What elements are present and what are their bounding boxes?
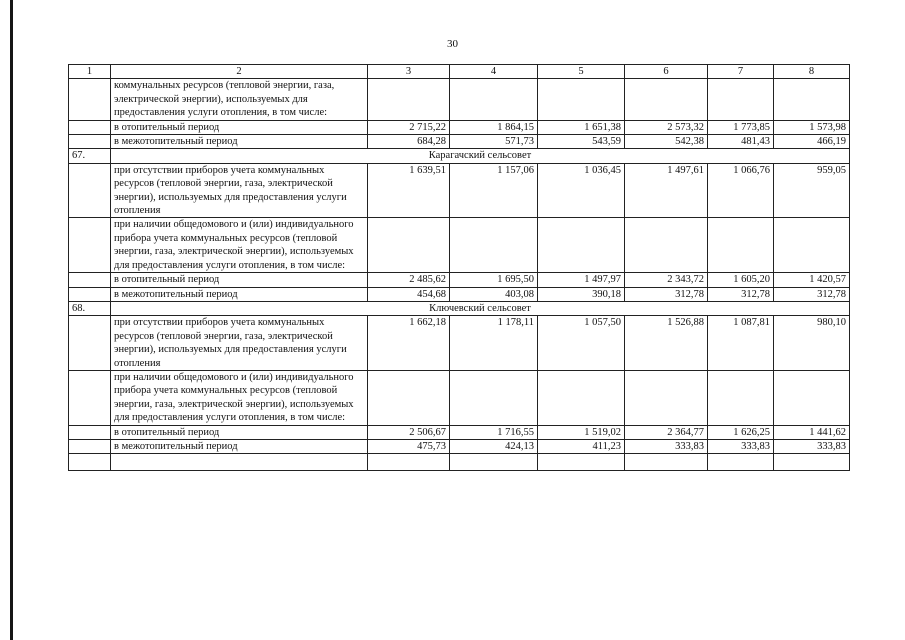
value-cell: 1 441,62 <box>774 425 850 439</box>
value-cell <box>774 370 850 425</box>
index-cell <box>69 218 111 273</box>
value-cell: 2 364,77 <box>625 425 708 439</box>
value-cell: 571,73 <box>450 135 538 149</box>
description-cell: в отопительный период <box>111 273 368 287</box>
value-cell <box>774 79 850 120</box>
value-cell: 543,59 <box>538 135 625 149</box>
table-row <box>69 439 850 453</box>
value-cell: 454,68 <box>368 287 450 301</box>
header-cell: 5 <box>538 65 625 79</box>
value-cell: 1 573,98 <box>774 120 850 134</box>
value-cell: 333,83 <box>708 439 774 453</box>
index-cell <box>69 425 111 439</box>
value-cell: 1 695,50 <box>450 273 538 287</box>
value-cell <box>625 370 708 425</box>
value-cell: 333,83 <box>625 439 708 453</box>
value-cell <box>774 218 850 273</box>
value-cell: 1 066,76 <box>708 163 774 218</box>
value-cell <box>368 218 450 273</box>
value-cell <box>538 218 625 273</box>
value-cell <box>368 370 450 425</box>
value-cell: 980,10 <box>774 316 850 371</box>
index-cell <box>69 316 111 371</box>
value-cell: 1 626,25 <box>708 425 774 439</box>
value-cell: 312,78 <box>774 287 850 301</box>
index-cell <box>69 439 111 453</box>
group-name: Карагачский сельсовет <box>111 149 850 163</box>
group-header-row <box>69 149 850 163</box>
value-cell: 424,13 <box>450 439 538 453</box>
table-row <box>69 218 850 273</box>
value-cell: 466,19 <box>774 135 850 149</box>
value-cell: 1 864,15 <box>450 120 538 134</box>
value-cell <box>625 79 708 120</box>
value-cell <box>368 454 450 471</box>
value-cell: 1 420,57 <box>774 273 850 287</box>
value-cell <box>450 218 538 273</box>
value-cell <box>450 79 538 120</box>
value-cell: 2 715,22 <box>368 120 450 134</box>
scan-edge-bar <box>10 0 13 640</box>
value-cell: 1 087,81 <box>708 316 774 371</box>
value-cell: 312,78 <box>625 287 708 301</box>
value-cell <box>708 79 774 120</box>
table-row <box>69 79 850 120</box>
header-cell: 7 <box>708 65 774 79</box>
header-cell: 2 <box>111 65 368 79</box>
value-cell <box>368 79 450 120</box>
index-cell <box>69 163 111 218</box>
description-cell: при наличии общедомового и (или) индивидуального прибора учета коммунальных ресурсов (тепловой энергии, газа, электрической энергии), используемых для предоставления услуги отопления, в том числе: <box>111 370 368 425</box>
value-cell: 403,08 <box>450 287 538 301</box>
value-cell <box>774 454 850 471</box>
value-cell <box>625 218 708 273</box>
index-cell <box>69 120 111 134</box>
group-index: 67. <box>69 149 111 163</box>
header-cell: 8 <box>774 65 850 79</box>
value-cell <box>708 218 774 273</box>
value-cell: 1 497,97 <box>538 273 625 287</box>
index-cell <box>69 135 111 149</box>
header-row <box>69 65 850 79</box>
value-cell <box>538 79 625 120</box>
description-cell: коммунальных ресурсов (тепловой энергии, газа, электрической энергии), используемых для предоставления услуги отопления, в том числе: <box>111 79 368 120</box>
table-row <box>69 163 850 218</box>
value-cell: 481,43 <box>708 135 774 149</box>
value-cell: 333,83 <box>774 439 850 453</box>
header-cell: 6 <box>625 65 708 79</box>
table-row <box>69 120 850 134</box>
value-cell <box>625 454 708 471</box>
value-cell: 312,78 <box>708 287 774 301</box>
index-cell <box>69 287 111 301</box>
table-row <box>69 425 850 439</box>
index-cell <box>69 79 111 120</box>
group-header-row <box>69 301 850 315</box>
value-cell: 475,73 <box>368 439 450 453</box>
table-row <box>69 370 850 425</box>
value-cell: 1 651,38 <box>538 120 625 134</box>
value-cell <box>538 370 625 425</box>
value-cell: 2 573,32 <box>625 120 708 134</box>
description-cell: в межотопительный период <box>111 135 368 149</box>
description-cell: при отсутствии приборов учета коммунальных ресурсов (тепловой энергии, газа, электрической энергии), используемых для предоставления услуги отопления <box>111 163 368 218</box>
description-cell: при наличии общедомового и (или) индивидуального прибора учета коммунальных ресурсов (тепловой энергии, газа, электрической энергии), используемых для предоставления услуги отопления, в том числе: <box>111 218 368 273</box>
value-cell: 1 157,06 <box>450 163 538 218</box>
value-cell: 542,38 <box>625 135 708 149</box>
value-cell: 2 506,67 <box>368 425 450 439</box>
value-cell: 1 716,55 <box>450 425 538 439</box>
value-cell: 2 485,62 <box>368 273 450 287</box>
description-cell <box>111 454 368 471</box>
value-cell: 2 343,72 <box>625 273 708 287</box>
description-cell: в отопительный период <box>111 425 368 439</box>
table-row <box>69 287 850 301</box>
header-cell: 4 <box>450 65 538 79</box>
index-cell <box>69 370 111 425</box>
value-cell: 1 605,20 <box>708 273 774 287</box>
page-number: 30 <box>447 38 458 50</box>
index-cell <box>69 454 111 471</box>
description-cell: в межотопительный период <box>111 439 368 453</box>
value-cell: 684,28 <box>368 135 450 149</box>
value-cell <box>450 370 538 425</box>
index-cell <box>69 273 111 287</box>
description-cell: в межотопительный период <box>111 287 368 301</box>
value-cell <box>708 370 774 425</box>
value-cell: 1 526,88 <box>625 316 708 371</box>
value-cell <box>538 454 625 471</box>
value-cell <box>708 454 774 471</box>
value-cell: 1 639,51 <box>368 163 450 218</box>
value-cell: 1 497,61 <box>625 163 708 218</box>
value-cell: 1 773,85 <box>708 120 774 134</box>
table-row <box>69 454 850 471</box>
table-row <box>69 273 850 287</box>
description-cell: при отсутствии приборов учета коммунальных ресурсов (тепловой энергии, газа, электрической энергии), используемых для предоставления услуги отопления <box>111 316 368 371</box>
description-cell: в отопительный период <box>111 120 368 134</box>
value-cell: 1 178,11 <box>450 316 538 371</box>
table-row <box>69 135 850 149</box>
value-cell: 411,23 <box>538 439 625 453</box>
value-cell: 1 662,18 <box>368 316 450 371</box>
value-cell: 1 036,45 <box>538 163 625 218</box>
value-cell: 1 057,50 <box>538 316 625 371</box>
value-cell <box>450 454 538 471</box>
value-cell: 390,18 <box>538 287 625 301</box>
header-cell: 1 <box>69 65 111 79</box>
value-cell: 959,05 <box>774 163 850 218</box>
table-row <box>69 316 850 371</box>
value-cell: 1 519,02 <box>538 425 625 439</box>
tariff-table <box>68 64 850 471</box>
header-cell: 3 <box>368 65 450 79</box>
group-index: 68. <box>69 301 111 315</box>
group-name: Ключевский сельсовет <box>111 301 850 315</box>
